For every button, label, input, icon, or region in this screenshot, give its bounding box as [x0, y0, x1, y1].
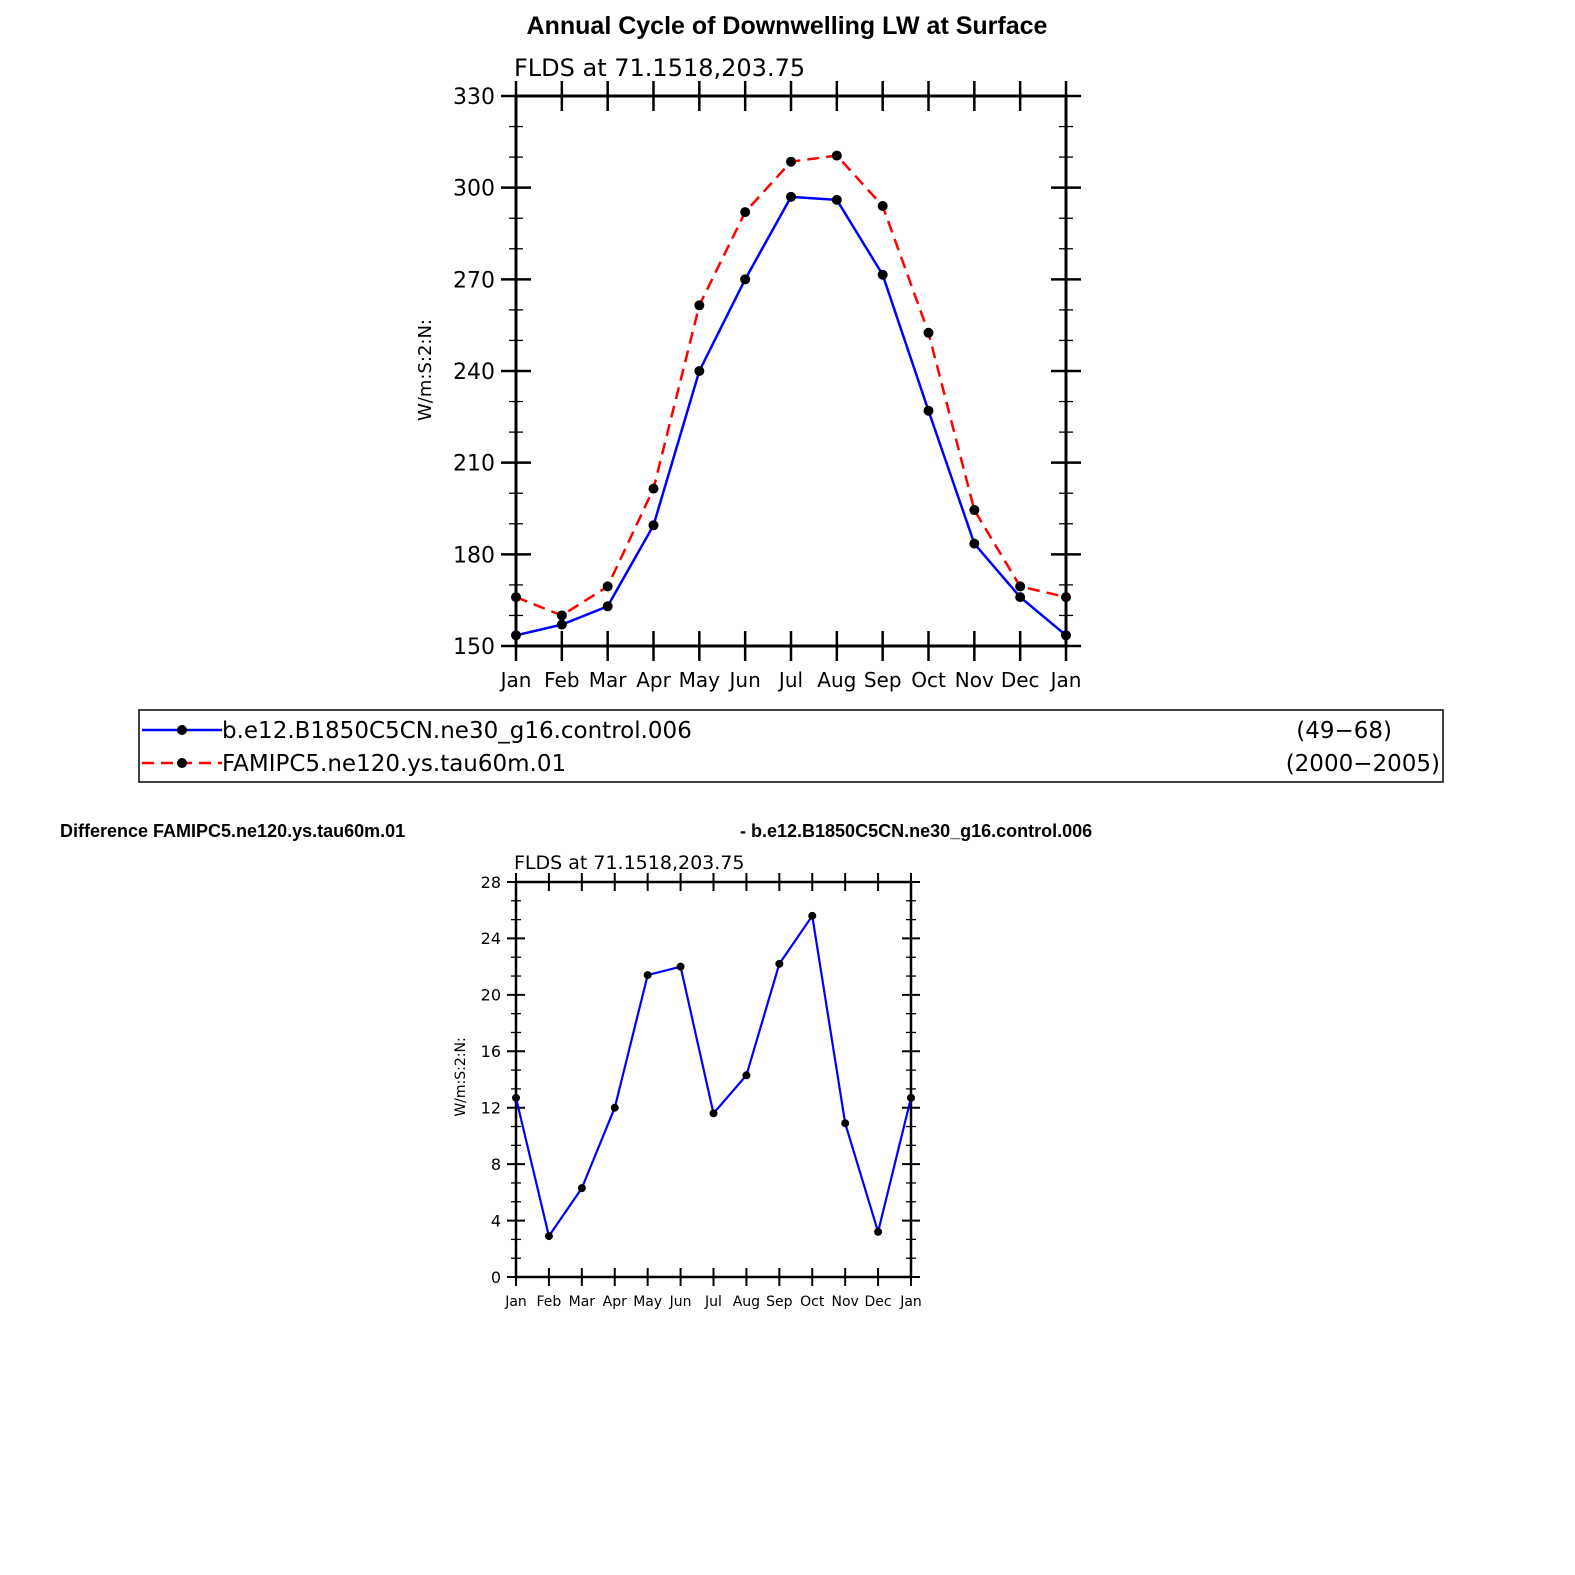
x-tick-label: Oct	[911, 668, 946, 692]
data-point-0	[512, 1094, 520, 1102]
y-tick-label: 180	[453, 543, 495, 569]
data-point-1	[557, 610, 567, 620]
data-point-0	[511, 630, 521, 640]
x-tick-label: Feb	[536, 1294, 562, 1310]
data-point-0	[694, 366, 704, 376]
legend-label-control: b.e12.B1850C5CN.ne30_g16.control.006	[222, 718, 692, 744]
data-point-0	[969, 539, 979, 549]
data-point-0	[677, 963, 685, 971]
y-tick-label: 4	[490, 1211, 501, 1231]
x-tick-label: Mar	[568, 1294, 596, 1310]
x-tick-label: Sep	[766, 1294, 793, 1310]
data-point-1	[878, 201, 888, 211]
x-tick-label: Aug	[732, 1294, 761, 1310]
chart2-title-left: Difference FAMIPC5.ne120.ys.tau60m.01	[60, 821, 406, 841]
data-point-1	[603, 581, 613, 591]
y-tick-label: 240	[453, 359, 495, 385]
y-tick-label: 150	[453, 634, 495, 660]
legend-marker-control	[177, 725, 187, 735]
page-title: Annual Cycle of Downwelling LW at Surface	[526, 12, 1048, 40]
legend-marker-famip	[177, 758, 187, 768]
data-point-1	[786, 157, 796, 167]
data-point-0	[710, 1109, 718, 1117]
x-tick-label: Aug	[817, 668, 857, 692]
x-tick-label: Nov	[831, 1294, 859, 1310]
y-tick-label: 300	[453, 176, 495, 202]
data-point-0	[611, 1104, 619, 1112]
x-tick-label: Apr	[602, 1294, 627, 1310]
data-point-0	[874, 1228, 882, 1236]
data-point-0	[603, 601, 613, 611]
y-tick-label: 24	[480, 929, 501, 949]
data-point-0	[545, 1232, 553, 1240]
data-point-0	[740, 274, 750, 284]
chart2-title-right: - b.e12.B1850C5CN.ne30_g16.control.006	[740, 821, 1093, 841]
x-tick-label: Oct	[800, 1294, 825, 1310]
data-point-0	[907, 1094, 915, 1102]
chart1-ylabel: W/m:S:2:N:	[415, 319, 436, 421]
y-tick-label: 8	[490, 1154, 501, 1174]
x-tick-label: Jan	[900, 1294, 922, 1310]
data-point-0	[1061, 630, 1071, 640]
data-point-1	[740, 207, 750, 217]
data-point-0	[832, 195, 842, 205]
data-point-0	[1015, 592, 1025, 602]
y-tick-label: 12	[480, 1098, 501, 1118]
data-point-1	[1015, 581, 1025, 591]
x-tick-label: Jan	[1050, 668, 1082, 692]
x-tick-label: Apr	[636, 668, 671, 692]
series-line-0	[516, 916, 911, 1236]
y-tick-label: 0	[490, 1267, 501, 1287]
chart2-subtitle: FLDS at 71.1518,203.75	[514, 852, 745, 874]
chart1-plot-frame	[516, 96, 1066, 646]
data-point-0	[649, 520, 659, 530]
chart2-ylabel: W/m:S:2:N:	[453, 1037, 469, 1117]
x-tick-label: Jul	[778, 668, 804, 692]
y-tick-label: 210	[453, 451, 495, 477]
x-tick-label: Jun	[669, 1294, 692, 1310]
legend-entry-control	[142, 718, 1392, 744]
data-point-1	[694, 300, 704, 310]
x-tick-label: May	[678, 668, 721, 692]
y-tick-label: 20	[480, 985, 501, 1005]
y-tick-label: 28	[480, 872, 501, 892]
y-tick-label: 270	[453, 268, 495, 294]
chart2-plot-frame	[516, 882, 911, 1277]
x-tick-label: Feb	[544, 668, 580, 692]
data-point-1	[969, 505, 979, 515]
data-point-0	[808, 912, 816, 920]
x-tick-label: May	[633, 1294, 663, 1310]
x-tick-label: Jan	[500, 668, 532, 692]
y-tick-label: 16	[480, 1042, 501, 1062]
legend-years-control: (49−68)	[1296, 718, 1392, 744]
x-tick-label: Jul	[705, 1294, 722, 1310]
data-point-0	[924, 406, 934, 416]
x-tick-label: Sep	[863, 668, 902, 692]
series-line-1	[516, 156, 1066, 616]
legend-years-famip: (2000−2005)	[1285, 751, 1440, 777]
chart1-subtitle: FLDS at 71.1518,203.75	[514, 54, 806, 82]
data-point-0	[578, 1184, 586, 1192]
chart-difference	[60, 821, 1092, 1310]
legend	[139, 710, 1443, 782]
data-point-0	[775, 960, 783, 968]
series-line-0	[516, 197, 1066, 635]
chart-annual-cycle	[415, 54, 1081, 692]
x-tick-label: Dec	[864, 1294, 892, 1310]
legend-entry-famip	[142, 751, 1440, 777]
data-point-0	[841, 1119, 849, 1127]
x-tick-label: Dec	[1000, 668, 1040, 692]
data-point-1	[832, 151, 842, 161]
x-tick-label: Jun	[729, 668, 761, 692]
x-tick-label: Jan	[505, 1294, 527, 1310]
data-point-0	[786, 192, 796, 202]
data-point-1	[1061, 592, 1071, 602]
data-point-1	[511, 592, 521, 602]
x-tick-label: Mar	[588, 668, 627, 692]
data-point-1	[924, 328, 934, 338]
data-point-0	[644, 971, 652, 979]
data-point-0	[878, 270, 888, 280]
data-point-0	[557, 620, 567, 630]
data-point-1	[649, 484, 659, 494]
x-tick-label: Nov	[954, 668, 994, 692]
data-point-0	[742, 1071, 750, 1079]
legend-label-famip: FAMIPC5.ne120.ys.tau60m.01	[222, 751, 567, 777]
y-tick-label: 330	[453, 84, 495, 110]
